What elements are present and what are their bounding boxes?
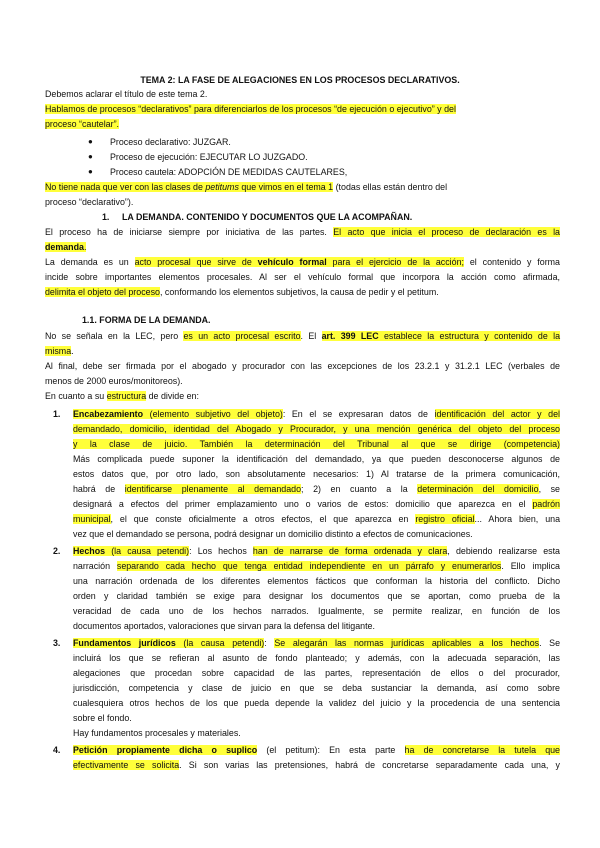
list-item-line [73, 605, 560, 617]
text-run: , debiendo realizarse esta [447, 546, 560, 556]
list-item-line [73, 453, 560, 465]
text-run: : En esta parte [317, 745, 405, 755]
list-number: 3. [53, 638, 61, 648]
text-run: separando cada hecho que tenga entidad independiente en un párrafo y enumerarlos [116, 561, 502, 571]
text-run: identificarse plenamente al demandado [124, 484, 302, 494]
highlight: proceso “cautelar”. [45, 119, 119, 129]
text-run: estos datos que, por otro lado, son absolutamente necesarios: 1) Al tratarse de la primera comunicación, [73, 469, 560, 479]
paragraph-line [45, 103, 560, 115]
list-item-line [73, 498, 560, 510]
text-run: . Si son varias las pretensiones, habrá de concretarse separadamente cada una, y [179, 760, 560, 770]
list-item-line [73, 483, 560, 495]
text-run: : Los hechos [189, 546, 253, 556]
text-run: , el que conste oficialmente a otros efectos, el que aparezca en [110, 514, 416, 524]
paragraph-line: Debemos aclarar el título de este tema 2. [45, 89, 208, 99]
paragraph-line: No se señala en la LEC, pero es un acto procesal escrito. El art. 399 LEC establece la estructura y contenido de la [45, 331, 561, 341]
list-number: 1. [53, 409, 61, 419]
bullet-item: ● Proceso cautela: ADOPCIÓN DE MEDIDAS CAUTELARES, [110, 166, 560, 178]
list-number: 2. [53, 546, 61, 556]
list-item-line [73, 697, 560, 709]
text-run: (la causa petendi) [175, 638, 265, 648]
text-run: orden y claridad también se exige para designar los documentos que se aportan, como prueba de la [73, 591, 560, 601]
text-run: efectivamente se solicita [73, 760, 180, 770]
text-run: cualesquiera otros hechos de los que pueda depende la validez del juicio y la procedencia de una sentencia [73, 698, 560, 708]
text-run: identificación del actor y del [434, 409, 560, 419]
text-run: habrá de [73, 484, 125, 494]
text-run: demandado, domicilio, identidad del Abogado y Procurador, y una mención genérica del objeto del proceso [73, 424, 560, 434]
list-item-line [73, 759, 560, 771]
text-run: y la clase de juicio. También la determinación del Tribunal al que se dirige (competencia) [73, 439, 560, 449]
page-title: TEMA 2: LA FASE DE ALEGACIONES EN LOS PROCESOS DECLARATIVOS. [140, 75, 460, 85]
list-item-line [53, 545, 560, 557]
list-item-line [73, 620, 560, 632]
text-run: Encabezamiento [73, 409, 144, 419]
text-run: (el petitum) [257, 745, 318, 755]
list-item-line [73, 513, 560, 525]
text-run: documentos aportados, valoraciones que sirvan para la defensa del litigante. [73, 621, 375, 631]
text-run: : En el se expresaran datos de [282, 409, 435, 419]
paragraph-line: La demanda es un acto procesal que sirve de vehículo formal para el ejercicio de la acción; el contenido y forma [45, 257, 560, 267]
list-item-line [73, 438, 560, 450]
list-item-line [53, 744, 560, 756]
subsection-heading: 1.1. FORMA DE LA DEMANDA. [82, 315, 211, 325]
text-run: : [264, 638, 275, 648]
text-run: vez que el demandado se persona, podrá designar un domicilio distinto a efectos de comunicaciones. [73, 529, 473, 539]
list-item-line [53, 408, 560, 420]
text-run: Fundamentos jurídicos [73, 638, 176, 648]
paragraph-line: proceso “declarativo”). [45, 197, 134, 207]
paragraph-line: delimita el objeto del proceso, conformando los elementos subjetivos, la causa de pedir y el petitum. [45, 287, 439, 297]
paragraph-line: misma. [45, 346, 74, 356]
list-item-line [73, 727, 560, 739]
text-run: registro oficial [415, 514, 475, 524]
list-item-line [73, 560, 560, 572]
list-item-line [73, 575, 560, 587]
text-run: ; 2) en cuanto a la [301, 484, 418, 494]
text-run: (la causa petendi) [105, 546, 190, 556]
text-run: incluirá los que se refieran al asunto de fondo planteado; y además, con la adecuada separación, las [73, 653, 560, 663]
text-run: determinación del domicilio [417, 484, 539, 494]
bullet-item: ● Proceso de ejecución: EJECUTAR LO JUZGADO. [110, 151, 560, 163]
text-run: designará a efectos del primer emplazamiento uno o varios de estos: domicilio que aparezca en el [73, 499, 533, 509]
list-item-line [73, 667, 560, 679]
highlight: No tiene nada que ver con las clases de petitums que vimos en el tema 1 [45, 182, 334, 192]
section-heading: 1. LA DEMANDA. CONTENIDO Y DOCUMENTOS QUE LA ACOMPAÑAN. [102, 212, 413, 222]
list-item-line [73, 528, 560, 540]
list-item-line [73, 712, 560, 724]
paragraph-line: No tiene nada que ver con las clases de petitums que vimos en el tema 1 (todas ellas están dentro del [45, 182, 448, 192]
paragraph-line [45, 118, 560, 130]
text-run: alegaciones que procedan sobre capacidad de las partes, representación de ellos o del procurador, [73, 668, 560, 678]
text-run: Petición propiamente dicha o suplico [73, 745, 258, 755]
text-run: ha de concretarse la tutela que [404, 745, 560, 755]
list-item-line [73, 652, 560, 664]
text-run: jurisdicción, competencia y clase de juicio en que se deba sustanciar la demanda, así como sobre [73, 683, 560, 693]
text-run: Hay fundamentos procesales y materiales. [73, 728, 241, 738]
list-item-line [73, 682, 560, 694]
text-run: municipal [73, 514, 111, 524]
paragraph-line: El proceso ha de iniciarse siempre por iniciativa de las partes. El acto que inicia el proceso de declaración es la [45, 227, 560, 237]
paragraph-line: demanda. [45, 242, 87, 252]
list-item-line [73, 590, 560, 602]
text-run: ... Ahora bien, una [474, 514, 561, 524]
text-run: (elemento subjetivo del objeto) [143, 409, 283, 419]
text-run: , se [538, 484, 560, 494]
paragraph-line: En cuanto a su estructura de divide en: [45, 391, 199, 401]
paragraph-line: Al final, debe ser firmada por el abogado y procurador con las excepciones de los 23.2.1 y 31.2.1 LEC (verbales de [45, 361, 560, 371]
paragraph-line: menos de 2000 euros/monitoreos). [45, 376, 183, 386]
list-item-line [53, 637, 561, 649]
list-item-line [73, 468, 560, 480]
paragraph-line: incide sobre importantes elementos procesales. Al ser el vehículo formal que incorpora la acción como afirmada, [45, 272, 560, 282]
list-number: 4. [53, 745, 61, 755]
list-item-line [73, 423, 560, 435]
text-run: Más complicada puede suponer la identificación del demandado, ya que pueden desconocerse algunos de [73, 454, 560, 464]
text-run: veracidad de cada uno de los hechos narrados. Igualmente, se permite realizar, en función de los [73, 606, 560, 616]
text-run: padrón [532, 499, 560, 509]
text-run: Hechos [73, 546, 106, 556]
text-run: . Ello implica [501, 561, 560, 571]
text-run: Se alegarán las normas jurídicas aplicables a los hechos [274, 638, 540, 648]
text-run: . Se [539, 638, 561, 648]
text-run: han de narrarse de forma ordenada y clara [252, 546, 448, 556]
bullet-item: ● Proceso declarativo: JUZGAR. [110, 136, 560, 148]
text-run: sobre el fondo. [73, 713, 132, 723]
highlight: Hablamos de procesos “declarativos” para diferenciarlos de los procesos “de ejecución o ejecutivo” y del [45, 104, 456, 114]
text-run: narración [73, 561, 117, 571]
text-run: una narración ordenada de los diferentes elementos fácticos que conforman la historia del conflicto. Dicho [73, 576, 560, 586]
